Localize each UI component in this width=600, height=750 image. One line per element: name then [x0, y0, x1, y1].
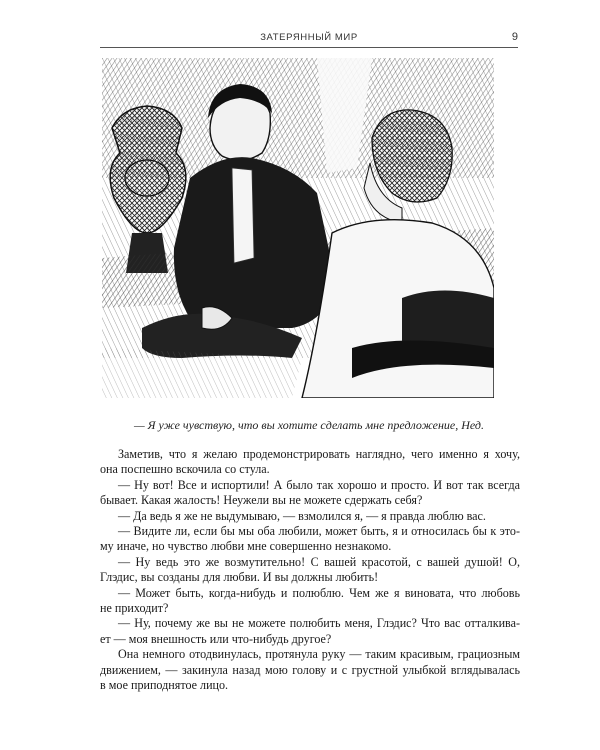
paragraph-line: она поспешно вскочила со стула.: [100, 462, 270, 477]
paragraph-line: Глэдис, вы созданы для любви. И вы должны любить!: [100, 570, 379, 585]
paragraph-line: — Видите ли, если бы мы оба любили, может быть, я и относилась бы к это-: [118, 524, 520, 539]
paragraph-line: ет — моя внешность или что-нибудь другое?: [100, 631, 332, 646]
book-title: ЗАТЕРЯННЫЙ МИР: [260, 32, 358, 43]
running-header: [100, 30, 518, 50]
illustration-caption: — Я уже чувствую, что вы хотите сделать мне предложение, Нед.: [134, 418, 484, 432]
page-number: 9: [511, 31, 518, 43]
paragraph-line: — Ну ведь это же возмутительно! С вашей красотой, с вашей душой! О,: [118, 554, 520, 569]
paragraph-line: — Ну, почему же вы не можете полюбить меня, Глэдис? Что вас отталкива-: [118, 616, 520, 631]
paragraph-line: в мое приподнятое лицо.: [100, 678, 229, 693]
paragraph-line: — Ну вот! Все и испортили! А было так хорошо и просто. И вот так всегда: [118, 477, 520, 492]
paragraph-line: Заметив, что я желаю продемонстрировать наглядно, чего именно я хочу,: [118, 447, 520, 461]
paragraph-line: бывает. Какая жалость! Неужели вы не можете сдержать себя?: [100, 493, 423, 508]
paragraph-line: не приходит?: [100, 601, 169, 616]
paragraph-line: движением, — закинула назад мою голову и с грустной улыбкой вглядывалась: [100, 662, 520, 677]
paragraph-line: му иначе, но чувство любви мне совершенно незнакомо.: [100, 539, 392, 554]
paragraph-line: Она немного отодвинулась, протянула руку — таким красивым, грациозным: [118, 647, 520, 662]
body-text: [100, 447, 520, 694]
paragraph-line: — Может быть, когда-нибудь и полюблю. Чем же я виновата, что любовь: [118, 585, 520, 600]
paragraph-line: — Да ведь я же не выдумываю, — взмолился я, — я правда люблю вас.: [118, 508, 486, 523]
illustration: [102, 58, 494, 398]
header-rule: [100, 47, 518, 48]
